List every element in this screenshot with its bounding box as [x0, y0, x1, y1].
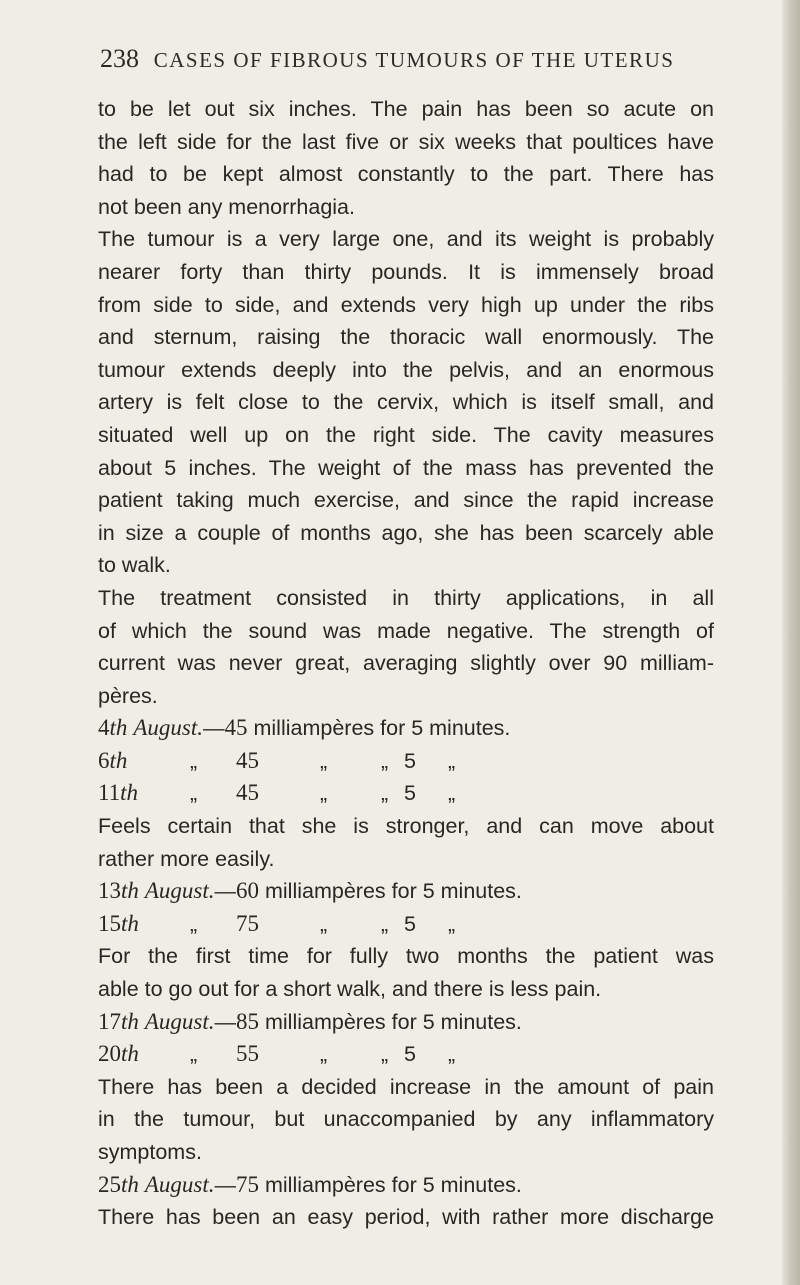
log-entry: 11th „ 45 „ „ 5 „: [98, 780, 456, 806]
log-entry: 4th August.—45 milliampères for 5 minutes.: [98, 715, 511, 741]
text-line: in size a couple of months ago, she has been scarcely able: [98, 520, 714, 545]
log-entry: 6th „ 45 „ „ 5 „: [98, 747, 456, 773]
text-line: nearer forty than thirty pounds. It is immensely broad: [98, 259, 714, 284]
log-entry: 20th „ 55 „ „ 5 „: [98, 1041, 456, 1067]
text-line: symptoms.: [98, 1140, 202, 1164]
text-line: The treatment consisted in thirty applications, in all: [98, 585, 714, 610]
text-line: rather more easily.: [98, 846, 275, 871]
text-line: and sternum, raising the thoracic wall enormously. The: [98, 325, 714, 350]
paragraph-3: [98, 582, 714, 712]
text-line: had to be kept almost constantly to the part. There has: [98, 162, 714, 187]
text-line: patient taking much exercise, and since the rapid increase: [98, 488, 714, 513]
log-entry: 15th „ 75 „ „ 5 „: [98, 910, 456, 936]
body-text: [98, 93, 714, 1234]
text-line: situated well up on the right side. The cavity measures: [98, 422, 714, 447]
text-line: artery is felt close to the cervix, which is itself small, and: [98, 390, 714, 415]
text-line: The tumour is a very large one, and its weight is probably: [98, 227, 714, 252]
text-line: There has been an easy period, with rather more discharge: [98, 1205, 714, 1230]
text-line: from side to side, and extends very high up under the ribs: [98, 292, 714, 317]
text-line: tumour extends deeply into the pelvis, and an enormous: [98, 357, 714, 382]
text-line: Feels certain that she is stronger, and can move about: [98, 814, 714, 839]
running-header: [100, 44, 740, 74]
text-line: able to go out for a short walk, and there is less pain.: [98, 977, 602, 1002]
text-line: For the first time for fully two months the patient was: [98, 944, 714, 969]
paragraph-4: [98, 810, 714, 875]
page-edge: [782, 0, 800, 1285]
text-line: of which the sound was made negative. The strength of: [98, 618, 714, 643]
running-title: CASES OF FIBROUS TUMOURS OF THE UTERUS: [153, 48, 675, 72]
page-number: 238: [100, 44, 139, 73]
log-entry: 17th August.—85 milliampères for 5 minutes.: [98, 1008, 522, 1034]
log-entry: 25th August.—75 milliampères for 5 minutes.: [98, 1171, 522, 1197]
paragraph-6: [98, 1071, 714, 1169]
text-line: to walk.: [98, 553, 171, 578]
text-line: current was never great, averaging slightly over 90 milliam-: [98, 651, 714, 676]
text-line: in the tumour, but unaccompanied by any inflammatory: [98, 1107, 714, 1132]
text-line: to be let out six inches. The pain has been so acute on: [98, 97, 714, 121]
paragraph-1: [98, 93, 714, 223]
paragraph-7: [98, 1201, 714, 1234]
text-line: the left side for the last five or six weeks that poultices have: [98, 129, 714, 154]
paragraph-2: [98, 223, 714, 582]
log-entry: 13th August.—60 milliampères for 5 minutes.: [98, 878, 522, 904]
paragraph-5: [98, 940, 714, 1005]
text-line: not been any menorrhagia.: [98, 194, 355, 219]
text-line: about 5 inches. The weight of the mass has prevented the: [98, 455, 714, 480]
text-line: There has been a decided increase in the amount of pain: [98, 1074, 714, 1099]
text-line: pères.: [98, 683, 158, 708]
